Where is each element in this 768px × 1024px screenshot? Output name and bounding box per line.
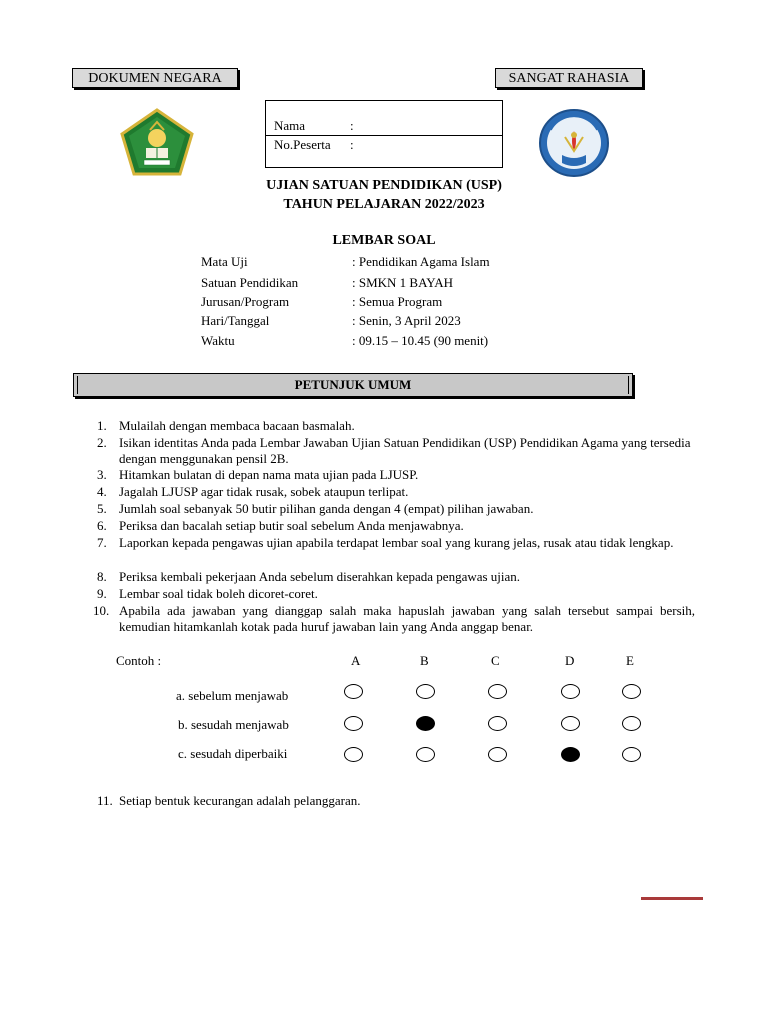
instructions-header-bar [73, 373, 633, 397]
school-year: TAHUN PELAJARAN 2022/2023 [283, 197, 485, 212]
name-colon: : [350, 118, 354, 133]
subject-value: : Pendidikan Agama Islam [352, 254, 490, 269]
identity-box [265, 100, 503, 168]
subject-label: Mata Uji [201, 254, 248, 269]
answer-bubble-b [416, 747, 435, 762]
instruction-text: Laporkan kepada pengawas ujian apabila terdapat lembar soal yang kurang jelas, rusak atau tidak lengkap. [119, 535, 674, 550]
kemendikbud-logo [537, 107, 611, 179]
answer-bubble-c [488, 747, 507, 762]
answer-bubble-a [344, 716, 363, 731]
document-classification-label: DOKUMEN NEGARA [88, 70, 222, 86]
answer-bubble-a [344, 684, 363, 699]
answer-bubble-e [622, 716, 641, 731]
answer-bubble-b [416, 716, 435, 731]
instruction-number: 5. [97, 501, 107, 516]
answer-bubble-b [416, 684, 435, 699]
instruction-number: 6. [97, 518, 107, 533]
instruction-number: 4. [97, 484, 107, 499]
instructions-title: PETUNJUK UMUM [294, 377, 412, 392]
example-row-label: a. sebelum menjawab [176, 688, 289, 703]
instruction-text: Isikan identitas Anda pada Lembar Jawaban Ujian Satuan Pendidikan (USP) Pendidikan Agama yang tersedia dengan menggunakan pensil 2B. [119, 435, 691, 466]
instruction-text: Mulailah dengan membaca bacaan basmalah. [119, 418, 355, 433]
date-value: : Senin, 3 April 2023 [352, 313, 461, 328]
instruction-text: Hitamkan bulatan di depan nama mata ujian pada LJUSP. [119, 467, 419, 482]
option-letter-b: B [420, 653, 429, 668]
time-value: : 09.15 – 10.45 (90 menit) [352, 333, 489, 348]
example-row-label: c. sesudah diperbaiki [178, 746, 288, 761]
answer-bubble-c [488, 684, 507, 699]
accent-line [641, 897, 703, 900]
instruction-text: Jagalah LJUSP agar tidak rusak, sobek ataupun terlipat. [119, 484, 409, 499]
example-label: Contoh : [116, 653, 162, 668]
instruction-number: 10. [93, 603, 110, 618]
exam-title: UJIAN SATUAN PENDIDIKAN (USP) [266, 178, 502, 193]
answer-bubble-c [488, 716, 507, 731]
identity-divider [266, 135, 502, 136]
answer-bubble-d [561, 684, 580, 699]
instruction-text: Apabila ada jawaban yang dianggap salah maka hapuslah jawaban yang salah tersebut sampai bersih, kemudian hitamkanlah kotak pada huruf jawaban lain yang Anda anggap benar. [119, 603, 695, 634]
school-label: Satuan Pendidikan [201, 275, 299, 290]
instruction-text: Lembar soal tidak boleh dicoret-coret. [119, 586, 318, 601]
answer-bubble-a [344, 747, 363, 762]
answer-bubble-e [622, 684, 641, 699]
program-label: Jurusan/Program [201, 294, 290, 309]
answer-bubble-e [622, 747, 641, 762]
instruction-number: 8. [97, 569, 107, 584]
answer-bubble-d [561, 716, 580, 731]
answer-bubble-d [561, 747, 580, 762]
time-label: Waktu [201, 333, 235, 348]
instruction-text: Jumlah soal sebanyak 50 butir pilihan ganda dengan 4 (empat) pilihan jawaban. [119, 501, 534, 516]
instruction-number: 3. [97, 467, 107, 482]
option-letter-a: A [351, 653, 361, 668]
participant-number-colon: : [350, 137, 354, 152]
kemenag-logo [120, 108, 194, 176]
instruction-number: 7. [97, 535, 107, 550]
instruction-number: 1. [97, 418, 107, 433]
option-letter-e: E [626, 653, 634, 668]
program-value: : Semua Program [352, 294, 443, 309]
secrecy-label: SANGAT RAHASIA [508, 70, 630, 86]
instruction-text: Periksa dan bacalah setiap butir soal sebelum Anda menjawabnya. [119, 518, 464, 533]
document-classification-tag [72, 68, 238, 88]
example-row-label: b. sesudah menjawab [178, 717, 289, 732]
name-label: Nama [274, 118, 306, 133]
option-letter-c: C [491, 653, 500, 668]
instruction-number: 9. [97, 586, 107, 601]
instruction-number: 11. [97, 793, 113, 808]
instruction-text: Periksa kembali pekerjaan Anda sebelum diserahkan kepada pengawas ujian. [119, 569, 521, 584]
sheet-title: LEMBAR SOAL [332, 233, 436, 248]
school-value: : SMKN 1 BAYAH [352, 275, 454, 290]
participant-number-label: No.Peserta [274, 137, 331, 152]
date-label: Hari/Tanggal [201, 313, 270, 328]
option-letter-d: D [565, 653, 575, 668]
secrecy-tag [495, 68, 643, 88]
instruction-number: 2. [97, 435, 107, 450]
instruction-text: Setiap bentuk kecurangan adalah pelanggaran. [119, 793, 361, 808]
